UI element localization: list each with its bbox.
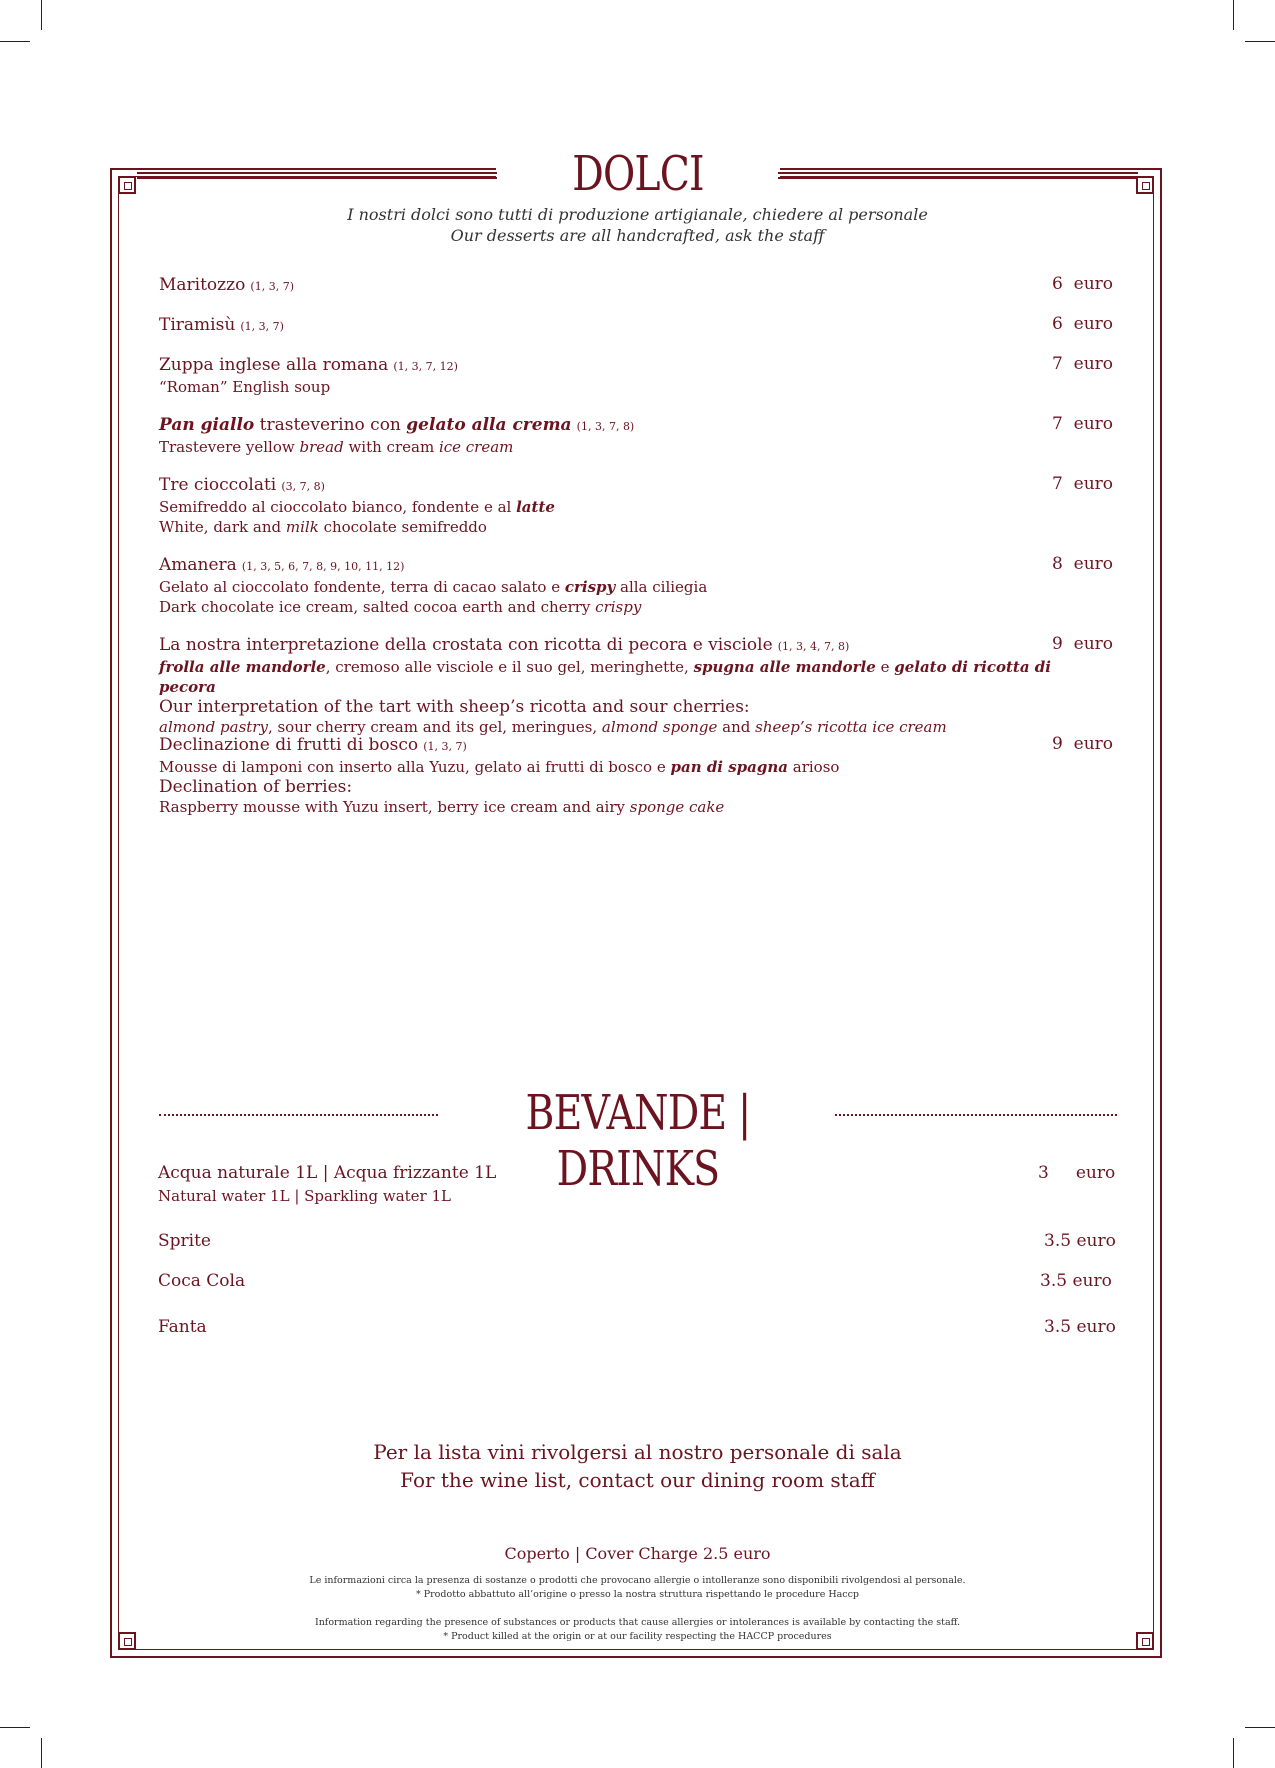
item-name: Amanera (159, 555, 237, 575)
item-desc-en: “Roman” English soup (159, 378, 331, 396)
frame-corner-ornament (118, 176, 136, 194)
dolci-subtitle-en: Our desserts are all handcrafted, ask the staff (450, 226, 825, 245)
item-allergens: (1, 3, 7) (240, 320, 284, 333)
drink-price: 3.5 euro (1044, 1317, 1116, 1337)
item-price: 7 euro (1052, 414, 1114, 434)
wine-list-note-it: Per la lista vini rivolgersi al nostro personale di sala (373, 1440, 902, 1464)
menu-item (159, 315, 1059, 337)
frame-corner-ornament (1136, 176, 1154, 194)
dolci-title: DOLCI (572, 146, 704, 202)
item-desc-en: Trastevere yellow bread with cream ice cream (159, 438, 514, 456)
item-desc-en: Raspberry mousse with Yuzu insert, berry ice cream and airy sponge cake (159, 798, 725, 816)
menu-item (159, 475, 1059, 537)
drinks-rule-right (835, 1114, 1117, 1116)
item-allergens: (3, 7, 8) (281, 480, 325, 493)
item-name: Tre cioccolati (159, 475, 277, 495)
allergen-note-it: Le informazioni circa la presenza di sostanze o prodotti che provocano allergie o intolleranze sono disponibili rivolgendosi al personale. (309, 1575, 966, 1586)
item-desc-en: White, dark and milk chocolate semifreddo (159, 518, 487, 536)
haccp-note-it: * Prodotto abbattuto all’origine o presso la nostra struttura rispettando le procedure Haccp (415, 1589, 860, 1600)
title-rule-right (778, 172, 1138, 179)
crop-mark (41, 1738, 42, 1768)
item-desc-it: frolla alle mandorle, cremoso alle visciole e il suo gel, meringhette, spugna alle mandorle e gelato di ricotta di pecora (159, 658, 1051, 696)
item-price: 8 euro (1052, 554, 1114, 574)
drink-name: Acqua naturale 1L | Acqua frizzante 1L (158, 1163, 497, 1183)
item-price: 6 euro (1052, 314, 1114, 334)
drink-price: 3.5 euro (1044, 1231, 1116, 1251)
crop-mark (0, 1727, 30, 1728)
drink-name: Coca Cola (158, 1271, 246, 1291)
menu-frame-inner (118, 176, 1154, 1650)
item-allergens: (1, 3, 7) (423, 740, 467, 753)
drink-name: Sprite (158, 1231, 211, 1251)
item-name: Declinazione di frutti di bosco (159, 735, 419, 755)
haccp-note-en: * Product killed at the origin or at our facility respecting the HACCP procedures (443, 1631, 832, 1642)
item-price: 7 euro (1052, 354, 1114, 374)
item-desc-en: Dark chocolate ice cream, salted cocoa earth and cherry crispy (159, 598, 642, 616)
menu-item (159, 415, 1059, 457)
drink-name: Fanta (158, 1317, 207, 1337)
drink-item (158, 1231, 211, 1251)
item-price: 9 euro (1052, 634, 1114, 654)
item-desc-it: Gelato al cioccolato fondente, terra di cacao salato e crispy alla ciliegia (159, 578, 708, 596)
item-name: Maritozzo (159, 275, 246, 295)
menu-item (159, 555, 1059, 617)
item-price: 6 euro (1052, 274, 1114, 294)
item-allergens: (1, 3, 7, 8) (576, 420, 635, 433)
item-allergens: (1, 3, 5, 6, 7, 8, 9, 10, 11, 12) (241, 560, 405, 573)
item-desc-it: Mousse di lamponi con inserto alla Yuzu, gelato ai frutti di bosco e pan di spagna arioso (159, 758, 840, 776)
cover-charge: Coperto | Cover Charge 2.5 euro (504, 1544, 771, 1563)
item-price: 9 euro (1052, 734, 1114, 754)
item-title-en: Our interpretation of the tart with sheep’s ricotta and sour cherries: (159, 697, 750, 717)
drink-item (158, 1163, 496, 1205)
drinks-title: BEVANDE | DRINKS (525, 1085, 751, 1197)
crop-mark (1245, 41, 1275, 42)
item-title-en: Declination of berries: (159, 777, 353, 797)
item-desc-it: Semifreddo al cioccolato bianco, fondente e al latte (159, 498, 555, 516)
drink-price: 3 euro (1038, 1163, 1116, 1183)
menu-item (159, 735, 1059, 817)
crop-mark (1233, 0, 1234, 30)
drink-price: 3.5 euro (1040, 1271, 1112, 1291)
drink-item (158, 1317, 207, 1337)
drink-item (158, 1271, 245, 1291)
item-name: Zuppa inglese alla romana (159, 355, 389, 375)
dolci-subtitle-it: I nostri dolci sono tutti di produzione artigianale, chiedere al personale (347, 205, 928, 224)
item-name: La nostra interpretazione della crostata con ricotta di pecora e visciole (159, 635, 773, 655)
crop-mark (1233, 1738, 1234, 1768)
drinks-rule-left (159, 1114, 438, 1116)
menu-item (159, 355, 1059, 397)
item-price: 7 euro (1052, 474, 1114, 494)
menu-item (159, 275, 1059, 297)
drink-name-en: Natural water 1L | Sparkling water 1L (158, 1187, 451, 1205)
menu-item (159, 635, 1059, 737)
item-allergens: (1, 3, 7, 12) (393, 360, 458, 373)
crop-mark (41, 0, 42, 30)
wine-list-note-en: For the wine list, contact our dining room staff (400, 1468, 875, 1492)
item-name: Tiramisù (159, 315, 236, 335)
crop-mark (1245, 1727, 1275, 1728)
item-name: Pan giallo trasteverino con gelato alla crema (159, 415, 572, 435)
item-desc-en: almond pastry, sour cherry cream and its gel, meringues, almond sponge and sheep’s ricotta ice cream (159, 718, 947, 736)
crop-mark (0, 41, 30, 42)
allergen-note-en: Information regarding the presence of substances or products that cause allergies or intolerances is available by contacting the staff. (314, 1617, 961, 1628)
title-rule-left (137, 172, 497, 179)
item-allergens: (1, 3, 4, 7, 8) (777, 640, 850, 653)
item-allergens: (1, 3, 7) (250, 280, 294, 293)
